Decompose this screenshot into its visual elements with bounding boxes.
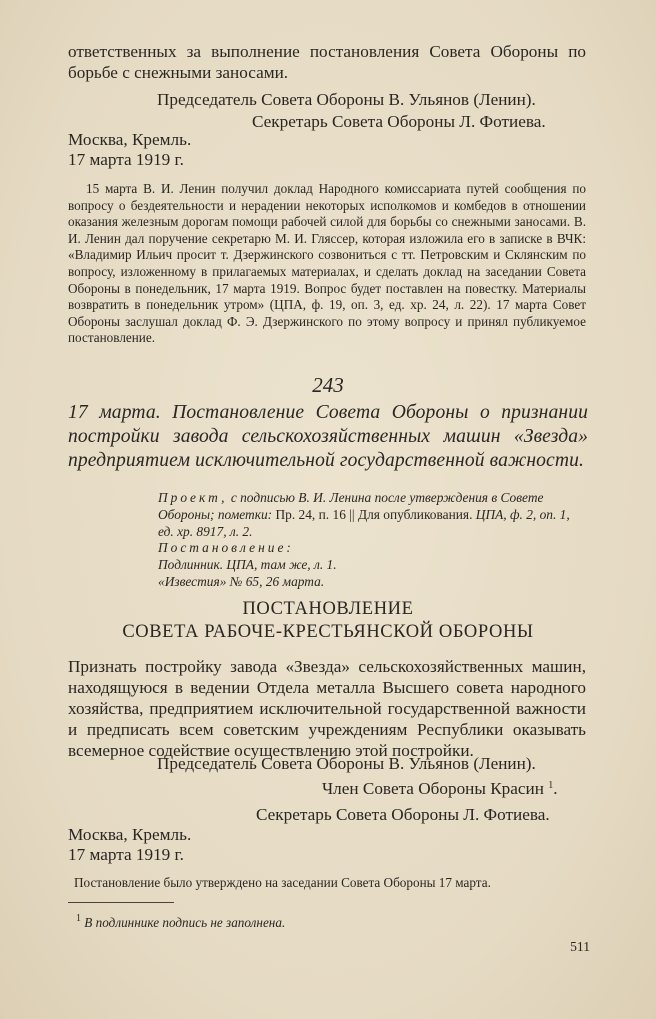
source-resolution-label: Постановление: bbox=[158, 540, 294, 556]
heading-council: СОВЕТА РАБОЧЕ-КРЕСТЬЯНСКОЙ ОБОРОНЫ bbox=[122, 622, 534, 642]
signature-member-text: Член Совета Обороны Красин bbox=[322, 779, 544, 798]
signature-secretary-top: Секретарь Совета Обороны Л. Фотиева. bbox=[252, 112, 546, 131]
footnote-mark: 1 bbox=[76, 913, 81, 924]
document-title: 17 марта. Постановление Совета Обороны о признании постройки завода сельскохозяйственных машин «Звезда» предприятием исключительной государственной важности. bbox=[68, 402, 588, 471]
footnote-divider bbox=[68, 902, 174, 903]
date: 17 марта 1919 г. bbox=[68, 845, 184, 864]
source-draft-marks: Пр. 24, п. 16 || Для опубликования. bbox=[275, 506, 473, 522]
editorial-note-top: 15 марта В. И. Ленин получил доклад Народного комиссариата путей сообщения по вопросу о бездеятельности и нерадении некоторых исполкомов и комбедов в отношении оказания железным дорогам помощи рабочей силой для борьбы со снежными заносами. В. И. Ленин дал поручение секретарю М. И. Гляссер, которая изложила его в записке в ВЧК: «Владимир Ильич просит т. Дзержинского созвониться с тт. Петровским и Склянским по вопросу, изложенному в прилагаемых материалах, и сделать доклад на заседании Совета Обороны в понедельник, 17 марта 1919. Вопрос будет поставлен на повестку. Материалы возвратить в понедельник утром» (ЦПА, ф. 19, оп. 3, ед. хр. 24, л. 22). 17 марта Совет Обороны заслушал доклад Ф. Э. Дзержинского по этому вопросу и принял публикуемое постановление. bbox=[68, 181, 586, 346]
place-top: Москва, Кремль. bbox=[68, 130, 192, 149]
source-draft-label: Проект, bbox=[158, 490, 228, 505]
source-draft-archive: ЦПА, ф. 2, оп. 1, ед. хр. 8917, л. 2. bbox=[158, 506, 570, 539]
source-original: Подлинник. ЦПА, там же, л. 1. bbox=[158, 557, 337, 573]
signature-footnote-mark: 1 bbox=[548, 780, 554, 791]
signature-chairman-top: Председатель Совета Обороны В. Ульянов (Ленин). bbox=[157, 90, 536, 109]
date-top: 17 марта 1919 г. bbox=[68, 150, 184, 169]
signature-secretary: Секретарь Совета Обороны Л. Фотиева. bbox=[256, 805, 550, 824]
source-draft-text: с подписью В. И. Ленина после утверждения в Совете Обороны; пометки: bbox=[158, 490, 544, 522]
approval-note: Постановление было утверждено на заседании Совета Обороны 17 марта. bbox=[74, 875, 491, 890]
heading-resolution: ПОСТАНОВЛЕНИЕ bbox=[242, 599, 414, 619]
signature-member: Член Совета Обороны Красин $^1$. bbox=[322, 779, 558, 798]
source-publication: «Известия» № 65, 26 марта. bbox=[158, 573, 325, 589]
source-block bbox=[158, 490, 586, 591]
page-number: 511 bbox=[570, 939, 590, 954]
source-line-draft bbox=[158, 490, 586, 540]
place: Москва, Кремль. bbox=[68, 825, 192, 844]
footnote bbox=[76, 914, 576, 931]
footnote-text: В подлиннике подпись не заполнена. bbox=[84, 915, 286, 930]
document-number: 243 bbox=[312, 373, 344, 397]
signature-chairman: Председатель Совета Обороны В. Ульянов (Ленин). bbox=[157, 754, 536, 773]
continuation-paragraph: ответственных за выполнение постановления Совета Обороны по борьбе с снежными заносами. bbox=[68, 42, 586, 82]
resolution-body: Признать постройку завода «Звезда» сельскохозяйственных машин, находящуюся в ведении Отдела металла Высшего совета народного хозяйства, предприятием исключительной государственной важности и предписать всем советским учреждениям Республики оказывать всемерное содействие осуществлению этой постройки. bbox=[68, 657, 586, 760]
